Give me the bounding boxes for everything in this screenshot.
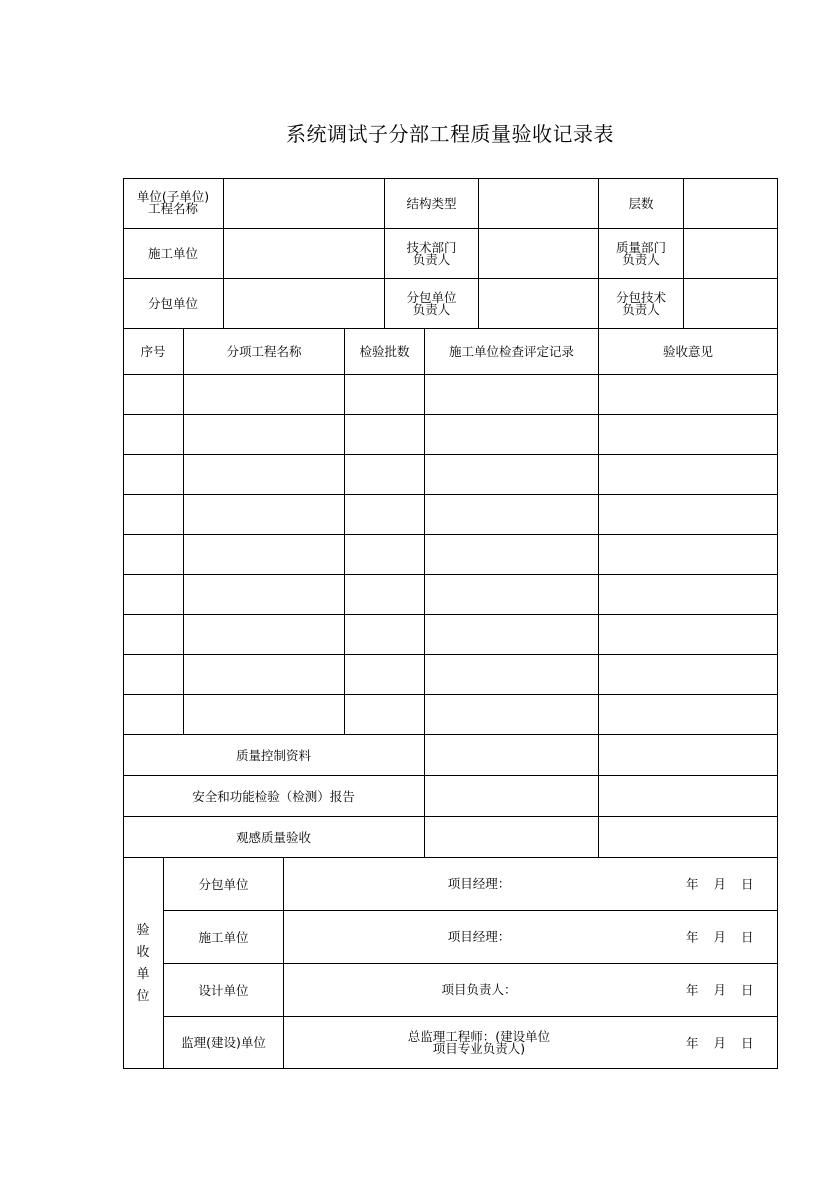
table-row-cell-check-record[interactable] — [425, 535, 599, 575]
table-row-cell-item-name[interactable] — [184, 575, 345, 615]
table-row-cell-opinion[interactable] — [599, 575, 778, 615]
acceptance-unit-label: 施工单位 — [164, 911, 284, 964]
col-header-batch-count: 检验批数 — [345, 329, 425, 375]
subcontract-unit-label: 分包单位 — [123, 279, 224, 329]
floors-label: 层数 — [599, 178, 684, 229]
quality-control-opinion[interactable] — [599, 735, 778, 776]
quality-dept-head-label: 质量部门 负责人 — [599, 229, 684, 279]
table-row-cell-check-record[interactable] — [425, 455, 599, 495]
acceptance-side-label: 验 收 单 位 — [123, 858, 164, 1069]
table-row-cell-check-record[interactable] — [425, 615, 599, 655]
table-row-cell-index[interactable] — [123, 375, 184, 415]
safety-report-label: 安全和功能检验（检测）报告 — [123, 776, 425, 817]
table-row-cell-opinion[interactable] — [599, 615, 778, 655]
tech-dept-head-field[interactable] — [479, 229, 599, 279]
table-row-cell-index[interactable] — [123, 455, 184, 495]
table-row-cell-opinion[interactable] — [599, 695, 778, 735]
table-row-cell-item-name[interactable] — [184, 655, 345, 695]
signature-label: 项目负责人： — [441, 982, 517, 997]
table-row-cell-item-name[interactable] — [184, 695, 345, 735]
acceptance-signature-cell[interactable] — [284, 858, 778, 911]
date-label: 年 月 日 — [686, 929, 754, 945]
quality-dept-head-field[interactable] — [684, 229, 778, 279]
acceptance-form — [123, 178, 778, 1069]
table-row-cell-check-record[interactable] — [425, 655, 599, 695]
safety-report-record[interactable] — [425, 776, 599, 817]
structure-type-label: 结构类型 — [385, 178, 479, 229]
table-row-cell-opinion[interactable] — [599, 375, 778, 415]
table-row-cell-check-record[interactable] — [425, 495, 599, 535]
table-row-cell-item-name[interactable] — [184, 495, 345, 535]
tech-dept-head-label: 技术部门 负责人 — [385, 229, 479, 279]
table-row-cell-index[interactable] — [123, 695, 184, 735]
table-row-cell-item-name[interactable] — [184, 615, 345, 655]
safety-report-opinion[interactable] — [599, 776, 778, 817]
acceptance-unit-label: 监理(建设)单位 — [164, 1017, 284, 1069]
construction-unit-label: 施工单位 — [123, 229, 224, 279]
page-title: 系统调试子分部工程质量验收记录表 — [286, 122, 614, 146]
unit-name-label: 单位(子单位) 工程名称 — [123, 178, 224, 229]
table-row-cell-opinion[interactable] — [599, 415, 778, 455]
table-row-cell-batch-count[interactable] — [345, 495, 425, 535]
table-row-cell-batch-count[interactable] — [345, 415, 425, 455]
date-label: 年 月 日 — [686, 876, 754, 892]
table-row-cell-index[interactable] — [123, 575, 184, 615]
signature-label: 项目经理： — [447, 929, 511, 944]
table-row-cell-item-name[interactable] — [184, 375, 345, 415]
date-label: 年 月 日 — [686, 982, 754, 998]
table-row-cell-check-record[interactable] — [425, 375, 599, 415]
floors-field[interactable] — [684, 178, 778, 229]
acceptance-signature-cell[interactable] — [284, 911, 778, 964]
table-row-cell-batch-count[interactable] — [345, 575, 425, 615]
table-row-cell-batch-count[interactable] — [345, 655, 425, 695]
sub-tech-head-field[interactable] — [684, 279, 778, 329]
unit-name-field[interactable] — [224, 178, 385, 229]
table-row-cell-opinion[interactable] — [599, 655, 778, 695]
construction-unit-field[interactable] — [224, 229, 385, 279]
date-label: 年 月 日 — [686, 1035, 754, 1050]
acceptance-unit-label: 设计单位 — [164, 964, 284, 1017]
table-row-cell-index[interactable] — [123, 495, 184, 535]
table-row-cell-check-record[interactable] — [425, 415, 599, 455]
col-header-index: 序号 — [123, 329, 184, 375]
table-row-cell-item-name[interactable] — [184, 535, 345, 575]
col-header-check-record: 施工单位检查评定记录 — [425, 329, 599, 375]
table-row-cell-opinion[interactable] — [599, 455, 778, 495]
sub-tech-head-label: 分包技术 负责人 — [599, 279, 684, 329]
acceptance-signature-cell[interactable] — [284, 1017, 778, 1069]
table-row-cell-index[interactable] — [123, 615, 184, 655]
acceptance-unit-label: 分包单位 — [164, 858, 284, 911]
table-row-cell-index[interactable] — [123, 655, 184, 695]
signature-label: 项目经理： — [447, 876, 511, 891]
table-row-cell-opinion[interactable] — [599, 535, 778, 575]
appearance-record[interactable] — [425, 817, 599, 858]
acceptance-signature-cell[interactable] — [284, 964, 778, 1017]
col-header-item-name: 分项工程名称 — [184, 329, 345, 375]
table-row-cell-item-name[interactable] — [184, 455, 345, 495]
structure-type-field[interactable] — [479, 178, 599, 229]
sub-unit-head-field[interactable] — [479, 279, 599, 329]
table-row-cell-check-record[interactable] — [425, 695, 599, 735]
table-row-cell-index[interactable] — [123, 535, 184, 575]
table-row-cell-opinion[interactable] — [599, 495, 778, 535]
sub-unit-head-label: 分包单位 负责人 — [385, 279, 479, 329]
table-row-cell-batch-count[interactable] — [345, 695, 425, 735]
appearance-opinion[interactable] — [599, 817, 778, 858]
quality-control-record[interactable] — [425, 735, 599, 776]
table-row-cell-check-record[interactable] — [425, 575, 599, 615]
table-row-cell-batch-count[interactable] — [345, 455, 425, 495]
table-row-cell-batch-count[interactable] — [345, 375, 425, 415]
signature-label: 总监理工程师：(建设单位 项目专业负责人) — [407, 1028, 551, 1056]
col-header-opinion: 验收意见 — [599, 329, 778, 375]
table-row-cell-index[interactable] — [123, 415, 184, 455]
table-row-cell-batch-count[interactable] — [345, 535, 425, 575]
appearance-label: 观感质量验收 — [123, 817, 425, 858]
table-row-cell-batch-count[interactable] — [345, 615, 425, 655]
subcontract-unit-field[interactable] — [224, 279, 385, 329]
table-row-cell-item-name[interactable] — [184, 415, 345, 455]
quality-control-label: 质量控制资料 — [123, 735, 425, 776]
